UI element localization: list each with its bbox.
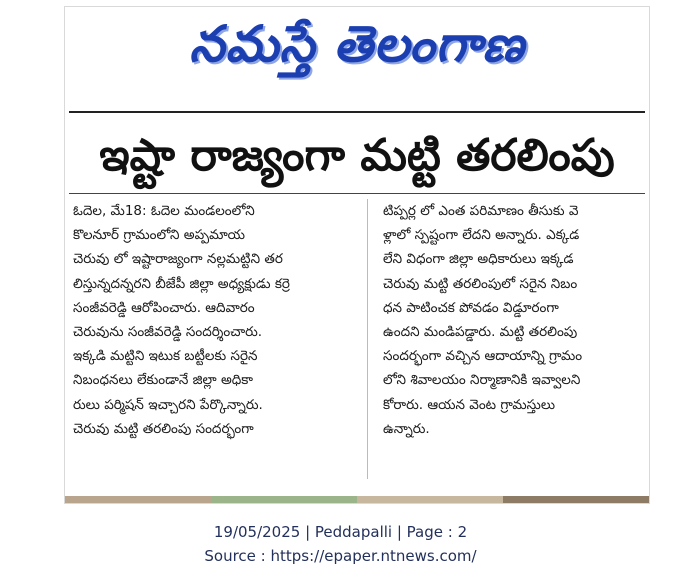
article-line: కొలనూర్ గ్రామంలోని అప్పమాయ — [73, 227, 246, 244]
article-line: చెరువు మట్టి తరలింపులో సరైన నిబం — [383, 275, 578, 292]
article-line: సందర్భంగా వచ్చిన ఆదాయాన్ని గ్రామం — [383, 348, 583, 365]
article-line: చెరువును సంజీవరెడ్డి సందర్శించారు. — [73, 324, 263, 341]
article-line: లిస్తున్నదన్నరని బీజేపీ జిల్లా అధ్యక్షుడు కర్రె — [73, 275, 290, 292]
article-column-left — [73, 199, 345, 441]
article-headline: ఇష్టా రాజ్యంగా మట్టి తరలింపు — [99, 130, 615, 181]
article-line: లోని శివాలయం నిర్మాణానికి ఇవ్వాలని — [383, 372, 581, 389]
newspaper-clipping — [64, 6, 650, 504]
source-link[interactable]: Source : https://epaper.ntnews.com/ — [204, 547, 477, 565]
photo-fragment — [357, 496, 503, 504]
article-line: ధన పాటించక పోవడం విడ్డూరంగా — [383, 299, 559, 316]
photo-fragment — [65, 496, 211, 504]
article-column-right — [383, 199, 650, 441]
article-line: చెరువు మట్టి తరలింపు సందర్భంగా — [73, 420, 254, 437]
photo-fragment — [211, 496, 357, 504]
photo-edge-strip — [65, 496, 649, 504]
article-line: టిప్పర్ల లో ఎంత పరిమాణం తీసుకు వె — [383, 203, 579, 219]
article-line: లేని విధంగా జిల్లా అధికారులు ఇక్కడ — [383, 251, 574, 268]
dateline-text: 19/05/2025 | Peddapalli | Page : 2 — [213, 523, 468, 541]
article-line: రులు పర్మిషన్ ఇచ్చారని పేర్కొన్నారు. — [73, 396, 263, 413]
masthead-logo: నమస్తే తెలంగాణ — [189, 15, 525, 73]
article-line: ఓదెల, మే18: ఓదెల మండలంలోని — [73, 203, 255, 219]
article-line: నిబంధనలు లేకుండానే జిల్లా అధికా — [73, 372, 253, 389]
article-line: ఇక్కడి మట్టిని ఇటుక బట్టీలకు సరైన — [73, 348, 258, 365]
article-line: సంజీవరెడ్డి ఆరోపించారు. ఆదివారం — [73, 299, 255, 316]
article-line: ఉందని మండిపడ్డారు. మట్టి తరలింపు — [383, 324, 578, 341]
divider-headline — [69, 193, 645, 194]
article-line: ఉన్నారు. — [383, 420, 430, 437]
photo-fragment — [503, 496, 649, 504]
article-line: చెరువు లో ఇష్టారాజ్యంగా నల్లమట్టిని తర — [73, 251, 283, 268]
column-divider — [367, 199, 368, 479]
article-line: కోరారు. ఆయన వెంట గ్రామస్తులు — [383, 396, 556, 413]
divider-top — [69, 111, 645, 113]
clipping-footer — [0, 520, 681, 568]
article-line: ళ్లాలో స్పష్టంగా లేదని అన్నారు. ఎక్కడ — [383, 227, 580, 244]
